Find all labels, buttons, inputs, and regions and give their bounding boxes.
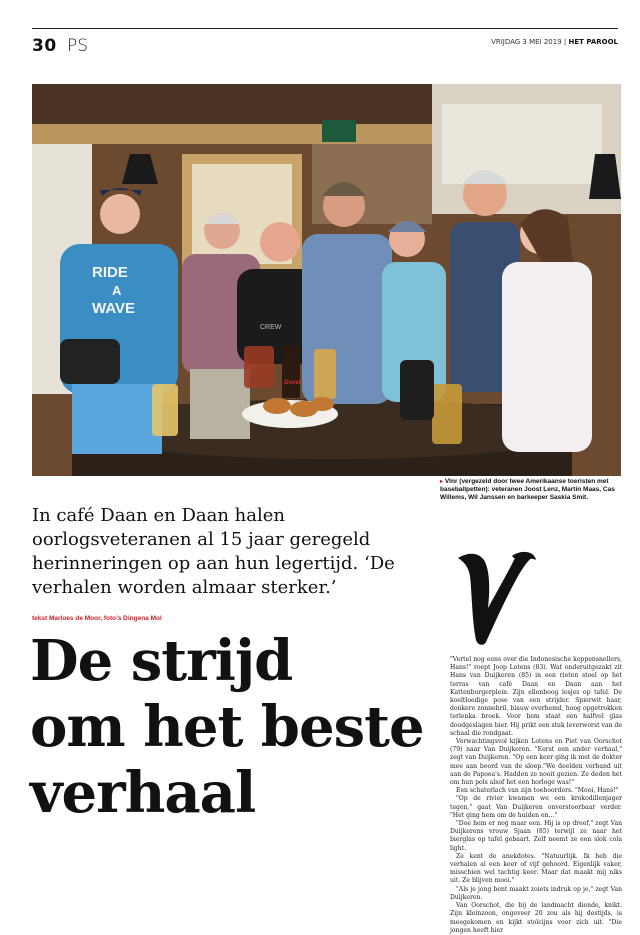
headline-line: De strijd: [30, 628, 293, 694]
article-paragraph: Ze kent de anekdotes. "Natuurlijk. Ik heb die verhalen al een keer of vijf gehoord. Eigenlijk vaker, misschien wel tachtig keer. Maar dat maakt mij niks uit. Ze blijven mooi.": [450, 852, 622, 885]
caption-text: Vlnr (vergezeld door twee Amerikaanse toeristen met baseballpetten): veteranen Joost Lenz, Martin Maas, Cas Willems, Wil Janssen en barkeeper Saskia Smit.: [440, 478, 615, 501]
dateline: VRIJDAG 3 MEI 2019 | HET PAROOL: [491, 38, 618, 46]
bottle-label: Duvel: [284, 380, 301, 386]
caption-marker-icon: ▸: [440, 479, 444, 485]
article-paragraph: "Doe hem er nog maar een. Hij is op dreef," zegt Van Duijkerens vrouw Sjaan (85) terwijl ze naar het bierglas op tafel gebaart. Zelf neemt ze een slok cola light.: [450, 820, 622, 852]
date-text: VRIJDAG 3 MEI 2019: [491, 38, 562, 46]
page-number: 30: [32, 36, 57, 56]
tshirt-text-1: RIDE: [92, 264, 128, 281]
header-rule: [32, 28, 618, 29]
article-paragraph: Van Oorschot, die bij de landmacht diende, knikt. Zijn kleinzoon, ongeveer 20 zou als hij destijds, is meegekomen en kijkt stoïcijns voor zich uit. "Die jongen heeft hier: [450, 902, 622, 934]
headline-line: om het beste: [30, 694, 424, 760]
article-paragraph: Een schaterlach van zijn toehoorders. "Mooi, Hans!": [456, 787, 619, 795]
photo-caption: [440, 478, 622, 502]
v-initial-icon: [454, 550, 538, 646]
section-label: PS: [67, 36, 89, 56]
intro-text: In café Daan en Daan halen oorlogsveteranen al 15 jaar geregeld herinneringen op aan hun legertijd. ‘De verhalen worden almaar sterker.’: [32, 505, 395, 598]
paper-name: HET PAROOL: [568, 38, 618, 46]
tshirt-text-2: A: [112, 283, 122, 298]
tshirt-text-3: WAVE: [92, 300, 136, 317]
article-body: [450, 656, 622, 935]
article-paragraph: "Als je jong bent maakt zoiets indruk op je," zegt Van Duijkeren.: [450, 885, 622, 901]
article-paragraph: "Op de rivier kwamen we een krokodillenjager tegen," gaat Van Duijkeren onverstoorbaar verder. "Het ging hem om de huiden en…": [450, 795, 622, 819]
headline: [30, 628, 440, 826]
headline-line: verhaal: [30, 760, 256, 826]
article-paragraph: Verwachtingsvol kijken Lotens en Piet van Oorschot (79) naar Van Duijkeren. "Eerst een ander verhaal," zegt van Duijkeren. "Op een keer ging ik met de dokter mee aan boord van de sloep."We deelden verband uit aan de Papoea's. Hadden ze nooit gezien. Ze deden het om hun pols alsof het een horloge was!": [450, 738, 622, 787]
shirt-text: CREW: [260, 324, 282, 331]
article-paragraph: "Vertel nog eens over die Indonesische koppensnellers, Hans!" roept Joop Lotens (83). Wat onderuitgezakt zit Hans van Duijkeren (85) in een rieten stoel op het terras van café Daan en Daan aan het Kattenburgerplein. Zijn ellenboog losjes op tafel. De koeltloedige pose van een strijder. Spierwit haar, donkere zonnebril, blauw overhemd, hoog opgetrokken terlenka broek. Voor hem staat een halfvol glas doodgeslagen bier. Hij prikt een stuk leverworst van de schaal die rondgaat.: [450, 656, 622, 737]
main-photo: [32, 84, 621, 476]
byline: tekst Marloes de Moor, foto’s Dingena Mol: [32, 615, 162, 622]
